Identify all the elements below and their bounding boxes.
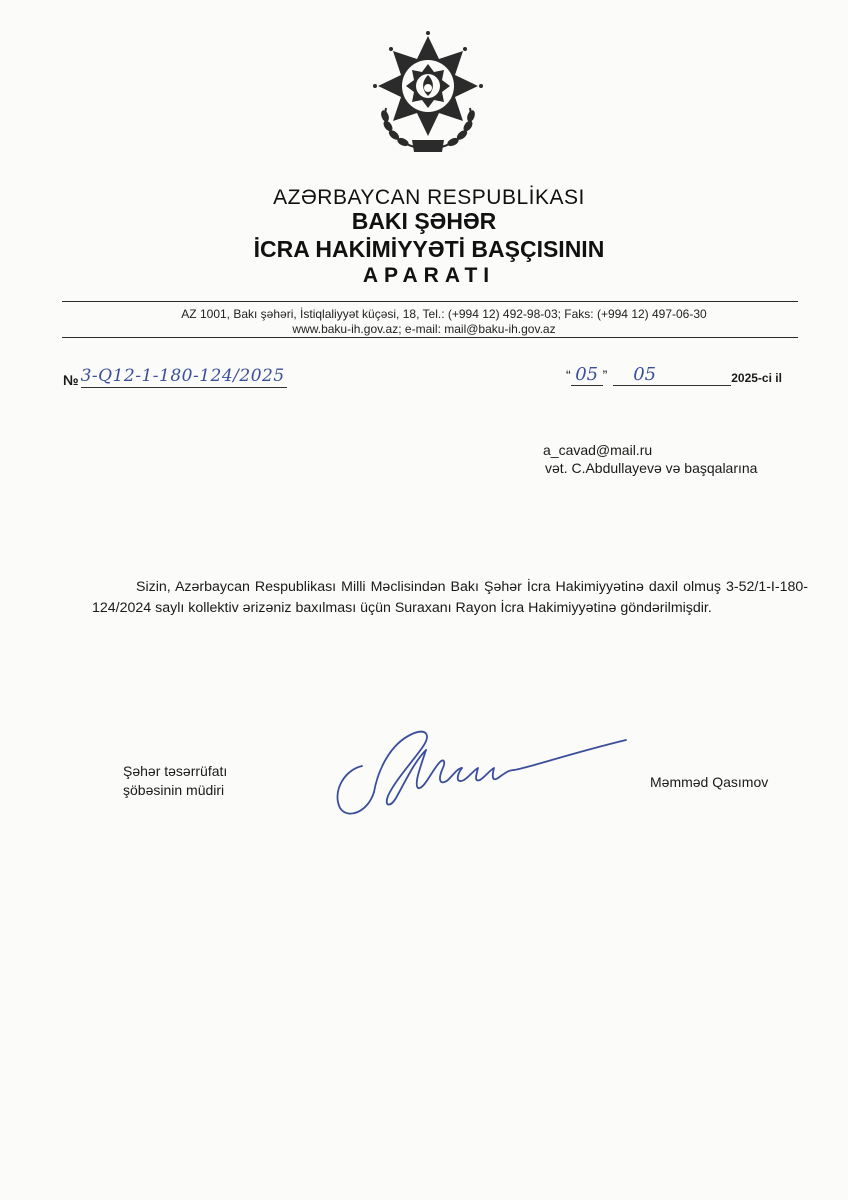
number-sign: № bbox=[63, 372, 79, 388]
signatory-name: Məmməd Qasımov bbox=[650, 774, 769, 790]
handwritten-reference-number: 3-Q12-1-180-124/2025 bbox=[80, 366, 285, 386]
letterhead-authority: İCRA HAKİMİYYƏTİ BAŞÇISININ bbox=[253, 236, 605, 262]
signatory-title-line2: şöbəsinin müdiri bbox=[123, 782, 225, 798]
recipient-email: a_cavad@mail.ru bbox=[543, 442, 653, 458]
document-date bbox=[566, 364, 806, 386]
header-divider-top bbox=[62, 301, 798, 302]
letterhead-address: AZ 1001, Bakı şəhəri, İstiqlaliyyət küçəsi, 18, Tel.: (+994 12) 492-98-03; Faks: (+994 12) 497-06-30 bbox=[181, 307, 707, 321]
recipient-names: vət. C.Abdullayevə və başqalarına bbox=[545, 460, 758, 476]
handwritten-month: 05 bbox=[613, 364, 731, 386]
signatory-title-line1: Şəhər təsərrüfatı bbox=[123, 763, 228, 779]
letterhead-city: BAKI ŞƏHƏR bbox=[351, 208, 497, 234]
handwritten-day: 05 bbox=[571, 364, 603, 386]
date-year: 2025-ci il bbox=[731, 371, 782, 385]
handwritten-signature bbox=[328, 722, 628, 826]
letter-body-paragraph: Sizin, Azərbaycan Respublikası Milli Məclisindən Bakı Şəhər İcra Hakimiyyətinə daxil olmuş 3-52/1-I-180-124/2024 saylı kollektiv ərizəniz baxılması üçün Suraxanı Rayon İcra Hakimiyyətinə göndərilmişdir. bbox=[92, 579, 808, 616]
date-close-quote: ” bbox=[602, 367, 608, 383]
letterhead-country: AZƏRBAYCAN RESPUBLİKASI bbox=[273, 186, 585, 209]
state-emblem-icon bbox=[372, 30, 484, 158]
letterhead-office: APARATI bbox=[362, 264, 496, 287]
header-divider-bottom bbox=[62, 337, 798, 338]
reference-number bbox=[63, 366, 287, 392]
letterhead-web-email: www.baku-ih.gov.az; e-mail: mail@baku-ih.gov.az bbox=[292, 322, 556, 336]
date-open-quote: “ bbox=[566, 367, 571, 383]
